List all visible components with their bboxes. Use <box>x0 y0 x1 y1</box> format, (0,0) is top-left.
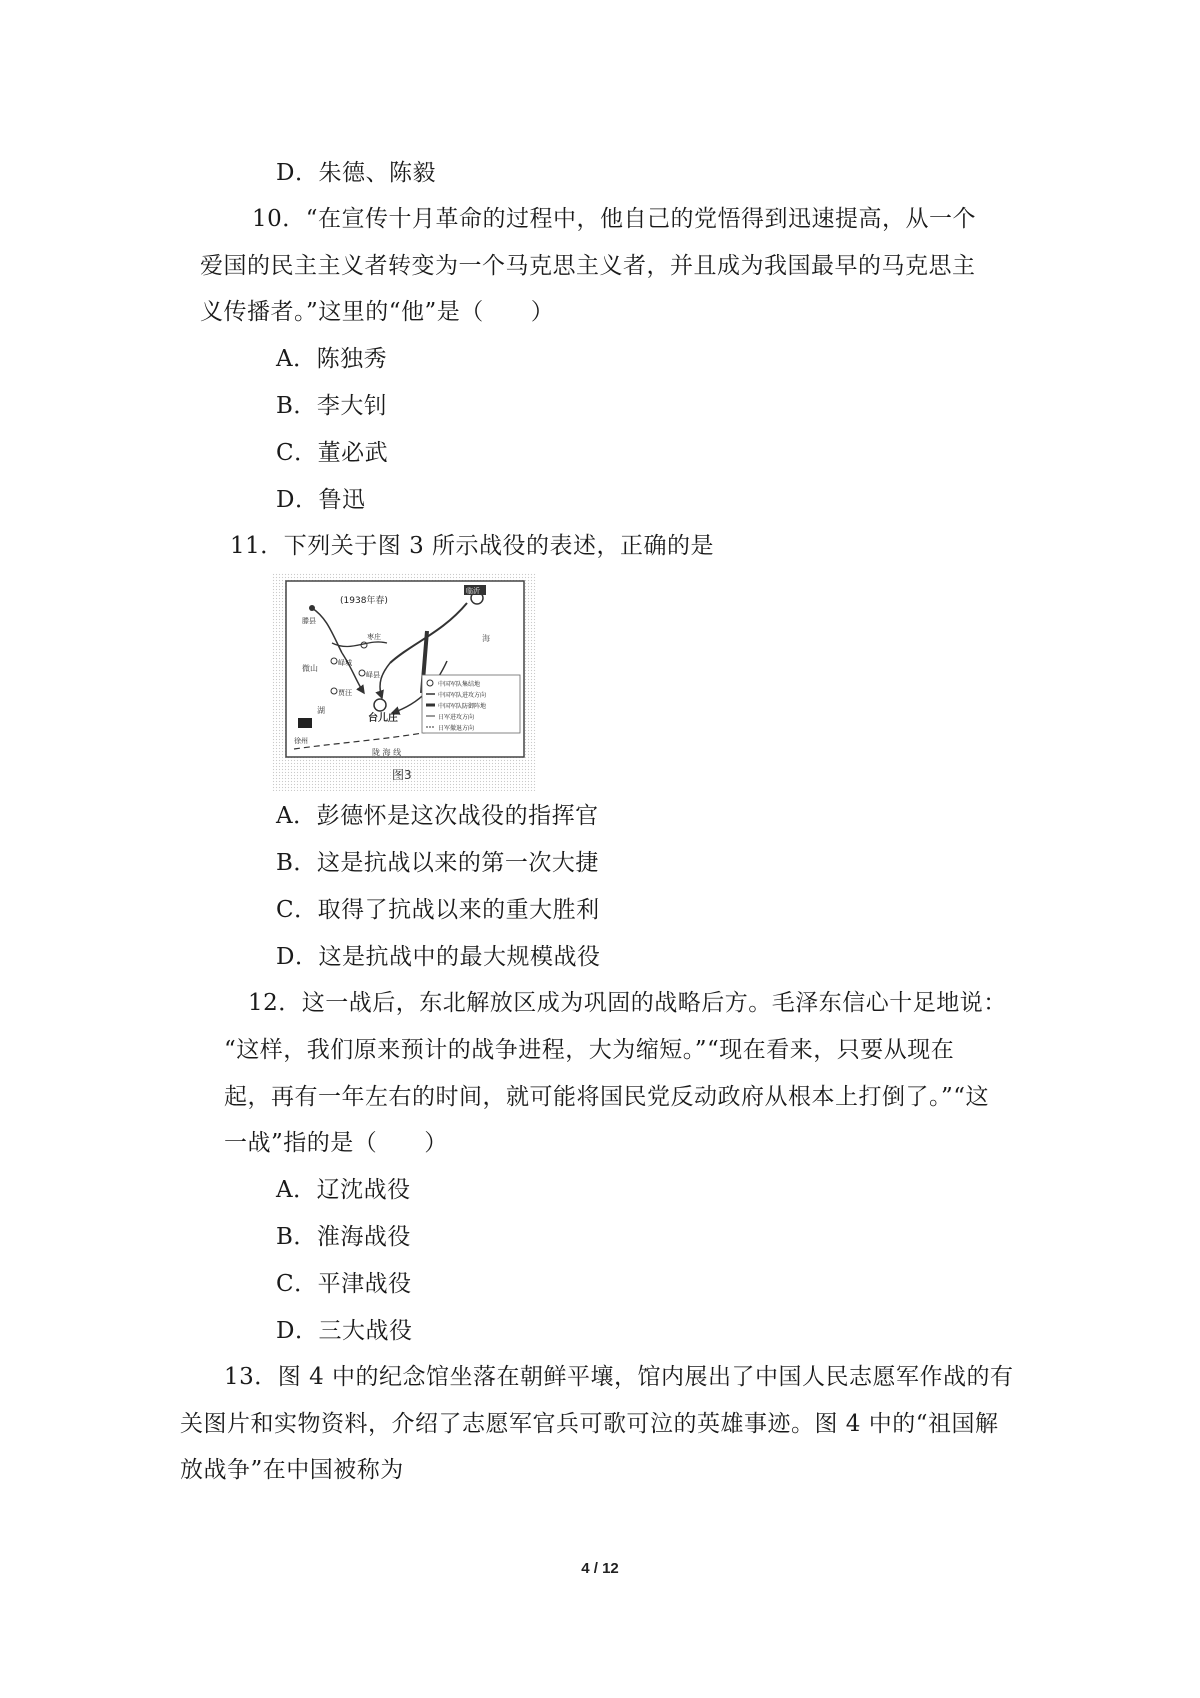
label-weishan: 微山 <box>302 664 318 673</box>
label-linyi: 临沂 <box>466 587 480 595</box>
q11-option-a: A．彭德怀是这次战役的指挥官 <box>276 803 599 829</box>
q12-option-d: D．三大战役 <box>276 1318 413 1344</box>
q10-option-d: D．鲁迅 <box>276 487 366 513</box>
label-hu: 湖 <box>317 706 325 715</box>
map-year-label: (1938年春) <box>340 596 388 606</box>
figure-caption: 图3 <box>392 768 412 782</box>
xuzhou-marker <box>298 718 312 728</box>
label-tengxian: 滕县 <box>302 617 316 625</box>
q12-stem-line-3: 起，再有一年左右的时间，就可能将国民党反动政府从根本上打倒了。”“这 <box>224 1084 990 1110</box>
page-number: 4 / 12 <box>581 1560 619 1577</box>
q12-stem-line-1: 12．这一战后，东北解放区成为巩固的战略后方。毛泽东信心十足地说： <box>248 990 1007 1016</box>
legend-item-4: 日军进攻方向 <box>438 714 475 721</box>
legend-item-1: 中国军队集结地 <box>438 681 481 688</box>
q13-stem-line-3: 放战争”在中国被称为 <box>180 1457 404 1483</box>
label-xuzhou: 徐州 <box>294 737 308 745</box>
q11-option-c: C．取得了抗战以来的重大胜利 <box>276 897 600 923</box>
q9-option-d: D．朱德、陈毅 <box>276 160 436 186</box>
q10-stem-line-2: 爱国的民主主义者转变为一个马克思主义者，并且成为我国最早的马克思主 <box>200 253 976 279</box>
legend-item-3: 中国军队防御阵地 <box>438 703 487 710</box>
label-jiawang: 贾汪 <box>338 689 352 697</box>
map-legend <box>422 675 520 733</box>
q12-option-b: B．淮海战役 <box>276 1224 411 1250</box>
label-zaozhuang: 枣庄 <box>367 633 381 641</box>
label-yixian: 峄县 <box>366 671 380 679</box>
q11-option-d: D．这是抗战中的最大规模战役 <box>276 944 601 970</box>
legend-item-5: 日军撤退方向 <box>438 725 475 732</box>
q10-stem-line-3: 义传播者。”这里的“他”是（ ） <box>200 299 555 325</box>
q12-stem-line-4: 一战”指的是（ ） <box>224 1130 448 1156</box>
q12-option-c: C．平津战役 <box>276 1271 412 1297</box>
q11-stem: 11．下列关于图 3 所示战役的表述，正确的是 <box>230 533 715 559</box>
label-taierzhuang: 台儿庄 <box>368 713 398 724</box>
q12-stem-line-2: “这样，我们原来预计的战争进程，大为缩短。”“现在看来，只要从现在 <box>224 1037 955 1063</box>
q10-option-c: C．董必武 <box>276 440 389 466</box>
q10-option-a: A．陈独秀 <box>276 346 388 372</box>
tengxian-marker <box>309 605 315 611</box>
battle-map-figure <box>272 573 536 791</box>
q11-option-b: B．这是抗战以来的第一次大捷 <box>276 850 599 876</box>
q10-option-b: B．李大钊 <box>276 393 388 419</box>
legend-item-2: 中国军队进攻方向 <box>438 692 487 699</box>
label-sea: 海 <box>482 634 490 643</box>
battle-map <box>272 573 536 791</box>
q13-stem-line-2: 关图片和实物资料，介绍了志愿军官兵可歌可泣的英雄事迹。图 4 中的“祖国解 <box>180 1411 999 1437</box>
label-yicheng: 峄城 <box>338 659 352 667</box>
label-longhai: 陇 海 线 <box>372 748 402 757</box>
q13-stem-line-1: 13．图 4 中的纪念馆坐落在朝鲜平壤，馆内展出了中国人民志愿军作战的有 <box>224 1364 1014 1390</box>
q10-stem-line-1: 10．“在宣传十月革命的过程中，他自己的党悟得到迅速提高，从一个 <box>252 206 977 232</box>
q12-option-a: A．辽沈战役 <box>276 1177 411 1203</box>
